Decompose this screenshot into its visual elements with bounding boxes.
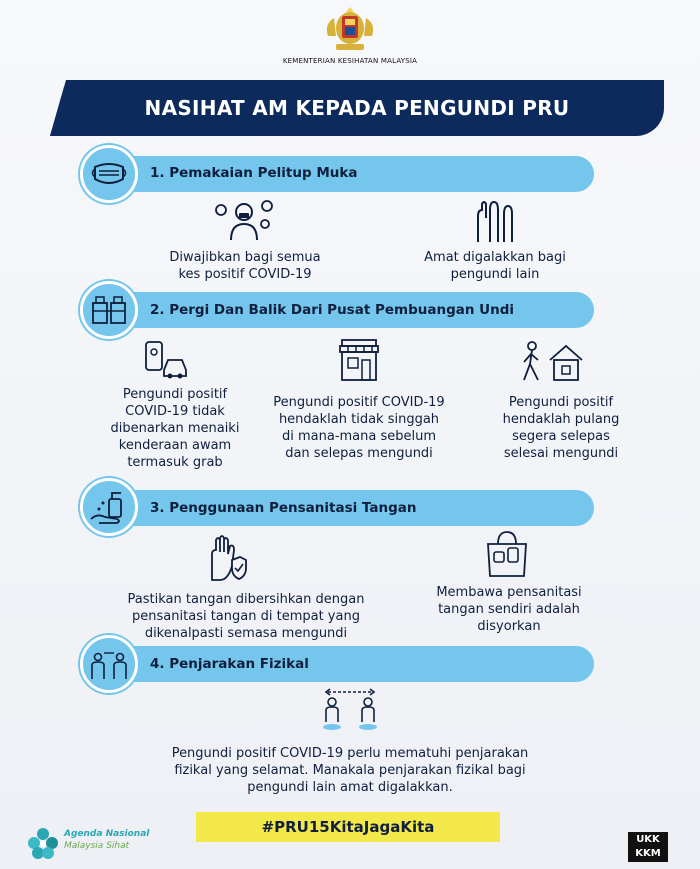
ukk-kkm-logo: [628, 832, 668, 862]
hand-sanitizer-icon: [80, 478, 138, 536]
walk-home-icon: [520, 340, 586, 384]
section-3-item-1-text: Pastikan tangan dibersihkan dengan pensanitasi tangan di tempat yang dikenalpasti semasa mengundi: [127, 592, 365, 641]
kkm-text: KKM: [635, 848, 661, 859]
section-1-item-1-text: Diwajibkan bagi semua kes positif COVID-19: [169, 250, 321, 282]
distance-people-icon: [318, 686, 382, 732]
section-3-item-2-text: Membawa pensanitasi tangan sendiri adalah disyorkan: [436, 585, 582, 634]
raised-hands-icon: [470, 198, 520, 244]
shop-icon: [338, 338, 380, 382]
hashtag-banner: #PRU15KitaJagaKita: [196, 812, 500, 842]
ride-hailing-car-icon: [144, 340, 188, 380]
agenda-line-1: Agenda Nasional: [64, 829, 150, 839]
face-mask-icon: [80, 145, 138, 203]
section-1-item-2-text: Amat digalakkan bagi pengundi lain: [424, 250, 566, 282]
coat-of-arms-icon: [318, 6, 382, 56]
section-4-title: 4. Penjarakan Fizikal: [150, 656, 309, 672]
infected-person-icon: [213, 196, 275, 242]
hand-shield-icon: [204, 532, 248, 582]
section-2-item-3-text: Pengundi positif hendaklah pulang segera selepas selesai mengundi: [502, 395, 620, 461]
section-4-item-1-text: Pengundi positif COVID-19 perlu mematuhi penjarakan fizikal yang selamat. Manakala penjarakan fizikal bagi pengundi lain amat digalakkan.: [171, 746, 529, 795]
section-2-item-2-text: Pengundi positif COVID-19 hendaklah tidak singgah di mana-mana sebelum dan selepas mengundi: [273, 395, 445, 461]
ministry-name: KEMENTERIAN KESIHATAN MALAYSIA: [282, 57, 418, 65]
social-distance-icon: [80, 635, 138, 693]
page-title: NASIHAT AM KEPADA PENGUNDI PRU: [144, 96, 570, 120]
section-2-item-1-text: Pengundi positif COVID-19 tidak dibenarkan menaiki kenderaan awam termasuk grab: [110, 387, 240, 470]
ballot-box-icon: [80, 281, 138, 339]
ukk-text: UKK: [636, 834, 660, 845]
bag-sanitizer-icon: [484, 528, 530, 578]
section-1-title: 1. Pemakaian Pelitup Muka: [150, 165, 358, 181]
section-3-title: 3. Penggunaan Pensanitasi Tangan: [150, 500, 417, 516]
section-2-title: 2. Pergi Dan Balik Dari Pusat Pembuangan Undi: [150, 302, 515, 318]
agenda-flower-icon: [26, 826, 60, 860]
agenda-line-2: Malaysia Sihat: [64, 841, 130, 851]
